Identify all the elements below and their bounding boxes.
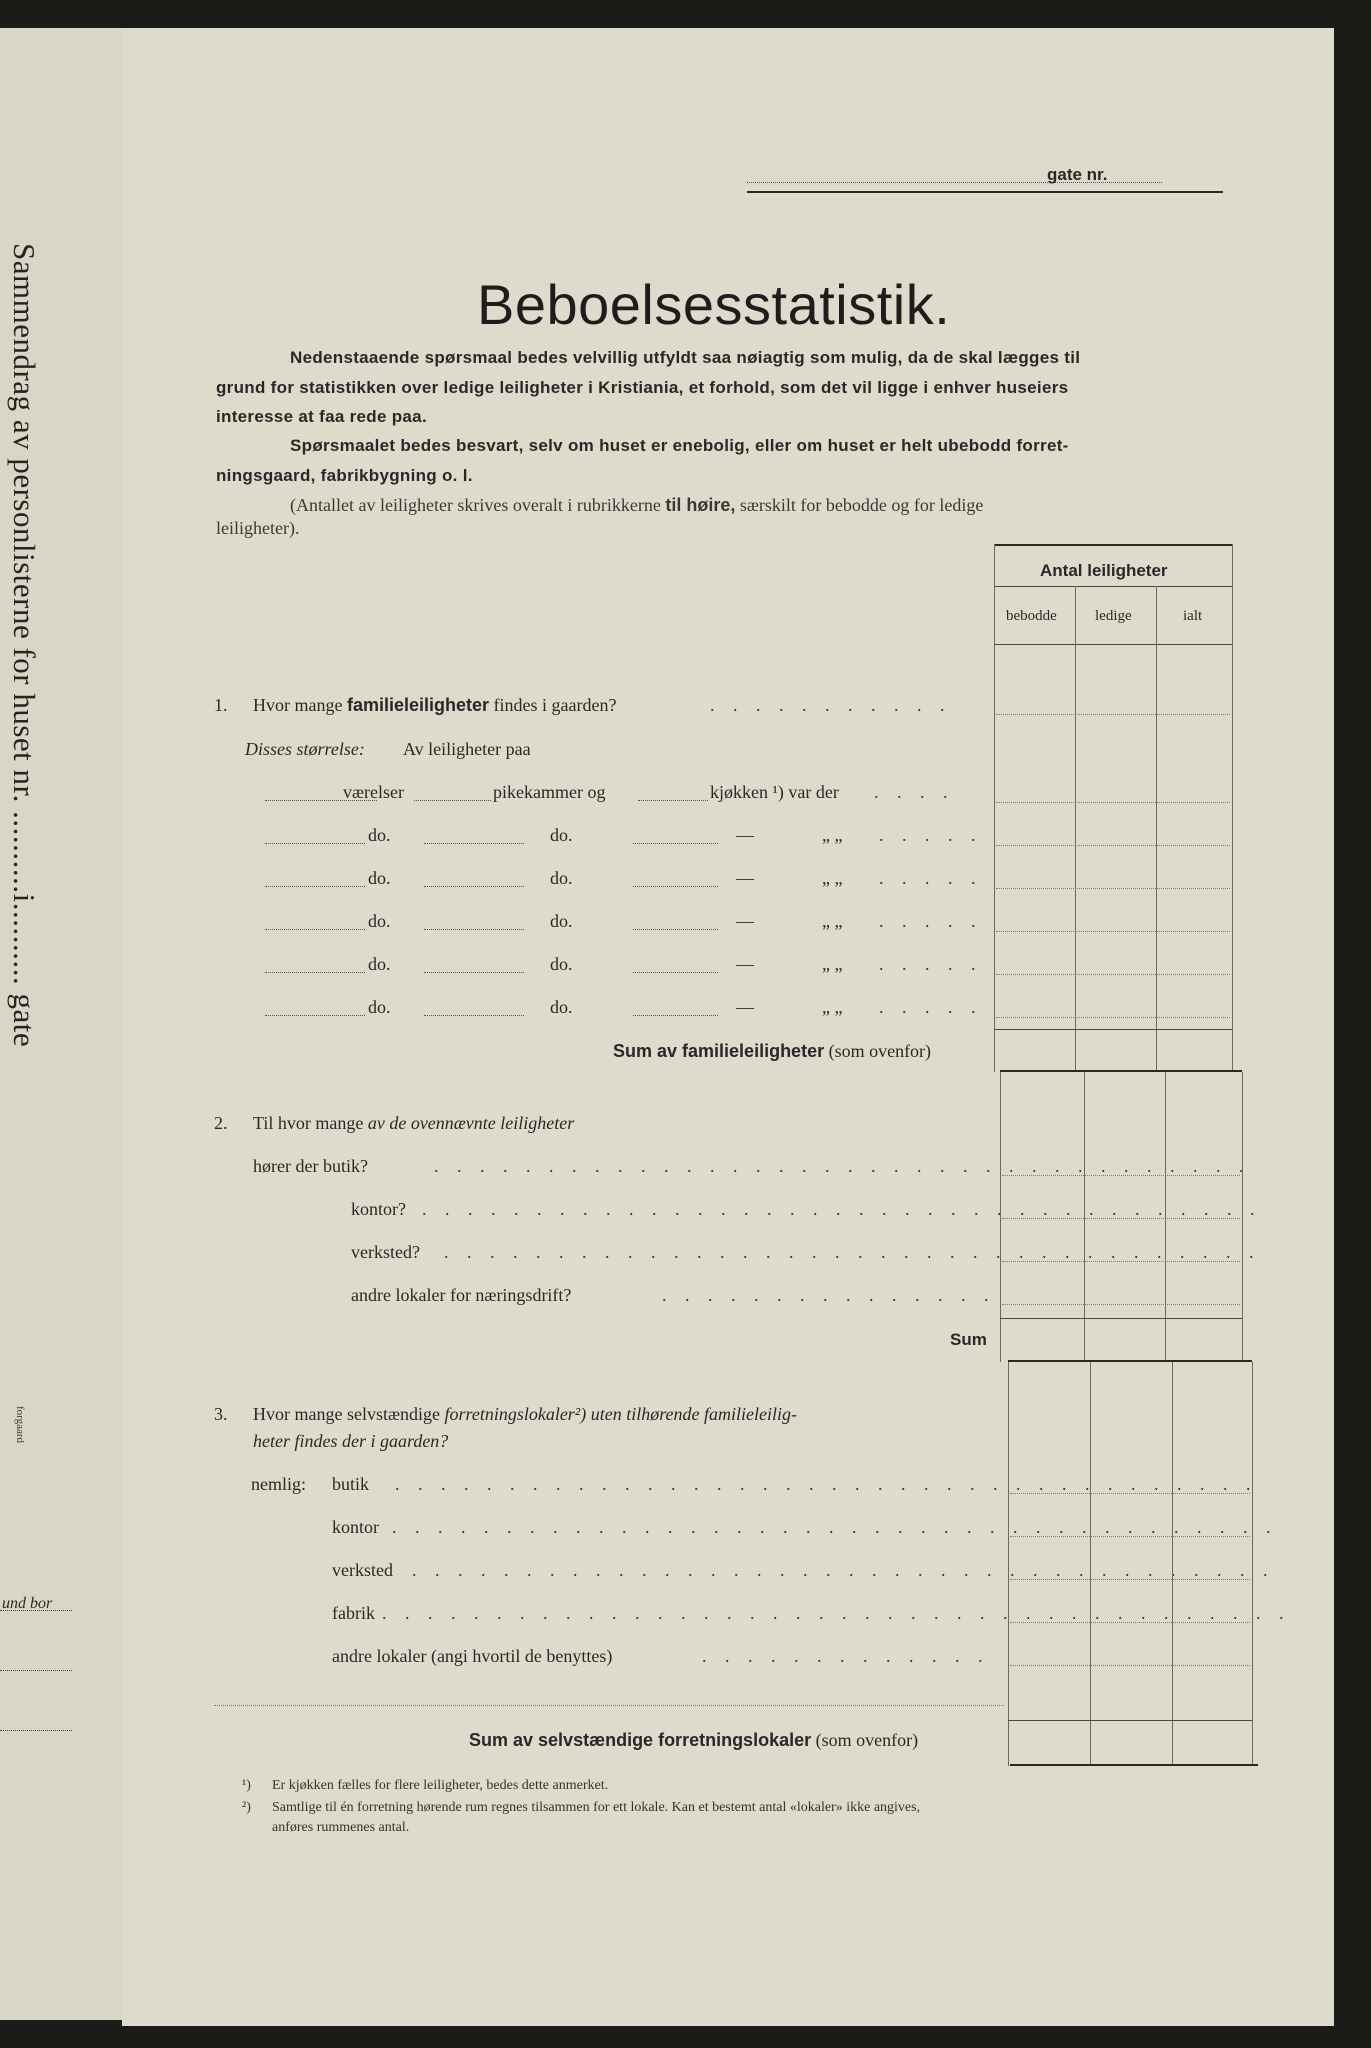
q3-fabrik: fabrik bbox=[332, 1603, 375, 1623]
col-rule bbox=[1008, 1362, 1009, 1766]
answer-row[interactable] bbox=[1002, 1261, 1240, 1262]
leader-dots: . . . . . . . . . . . . . . . . . . . . . . . . . . . . . . . . . . . . . . bbox=[395, 1474, 1258, 1494]
leader-dots: . . . . . bbox=[879, 911, 983, 931]
leader-dots: . . . . . . . . . . . . . . . . . . . . . . . . . . . . . . . . . . . . . . . . bbox=[382, 1603, 1291, 1623]
do-label: do. bbox=[550, 868, 573, 888]
col-bebodde: bebodde bbox=[1006, 608, 1057, 624]
q2-verksted: verksted? bbox=[351, 1242, 420, 1262]
col-rule bbox=[1252, 1362, 1253, 1766]
leader-dots: . . . . . . . . . . . . . bbox=[702, 1646, 990, 1666]
do-label: do. bbox=[368, 911, 391, 931]
answer-row[interactable] bbox=[996, 931, 1230, 932]
q1-sum bbox=[613, 1041, 931, 1062]
leader-dots: . . . . . . . . . . . . . . . . . . . . . . . . . . . . . . . . . . . . bbox=[444, 1242, 1261, 1262]
page-title: Beboelsesstatistik. bbox=[477, 273, 951, 336]
intro-paren-b: til høire, bbox=[665, 495, 736, 515]
answer-row[interactable] bbox=[996, 845, 1230, 846]
do-label: do. bbox=[368, 997, 391, 1017]
q3-nemlig: nemlig: bbox=[251, 1474, 306, 1494]
previous-page-strip bbox=[0, 28, 124, 2020]
size-field[interactable] bbox=[633, 929, 718, 930]
do-label: do. bbox=[550, 911, 573, 931]
leader-dots: . . . . bbox=[874, 782, 955, 802]
leader-dots: . . . . . . . . . . . . . . . . . . . . . . . . . . . . . . . . . . . . . bbox=[422, 1199, 1262, 1219]
pike-field[interactable] bbox=[414, 800, 491, 801]
leader-dots: . . . . . . . . . . . . . . . bbox=[662, 1285, 996, 1305]
col-ledige: ledige bbox=[1095, 608, 1132, 624]
sum-rule-top bbox=[1008, 1720, 1252, 1721]
dash: — bbox=[736, 825, 754, 845]
q1-size-label: Disses størrelse: bbox=[245, 739, 365, 759]
answer-row[interactable] bbox=[1010, 1493, 1250, 1494]
q2-sum-label: Sum bbox=[950, 1330, 987, 1349]
q2-andre: andre lokaler for næringsdrift? bbox=[351, 1285, 572, 1305]
sum-rule-top bbox=[994, 1029, 1232, 1030]
q1-text-a: Hvor mange bbox=[253, 695, 343, 715]
gate-nr-label: gate nr. bbox=[1047, 165, 1108, 184]
q1-size-text: Av leiligheter paa bbox=[403, 739, 531, 759]
answer-row[interactable] bbox=[996, 888, 1230, 889]
footnote-1-mark: ¹) bbox=[242, 1778, 251, 1793]
answer-row[interactable] bbox=[996, 714, 1230, 715]
gate-nr-rule bbox=[747, 191, 1223, 193]
intro-line: grund for statistikken over ledige leiligheter i Kristiania, et forhold, som det vil ligge i enhver huseiers bbox=[216, 378, 1069, 397]
do-label: do. bbox=[368, 825, 391, 845]
leader-dots: . . . . . bbox=[879, 825, 983, 845]
answer-row[interactable] bbox=[1010, 1665, 1250, 1666]
intro-line: interesse at faa rede paa. bbox=[216, 407, 427, 426]
q3-verksted: verksted bbox=[332, 1560, 393, 1580]
col-rule bbox=[1242, 1072, 1243, 1362]
leader-dots: . . . . . . . . . . . . . . . . . . . . . . . . . . . . . . . . . . . . . . . bbox=[392, 1517, 1278, 1537]
size-field[interactable] bbox=[265, 1015, 365, 1016]
q1-sum-label: Sum av familieleiligheter bbox=[613, 1041, 825, 1061]
col-rule bbox=[994, 544, 995, 1072]
leader-dots: . . . . . bbox=[879, 954, 983, 974]
sum-rule-bottom bbox=[1008, 1360, 1252, 1362]
q3-sum bbox=[469, 1730, 918, 1751]
sum-rule-top bbox=[1000, 1318, 1242, 1319]
ditto: „ „ bbox=[822, 868, 843, 888]
size-field[interactable] bbox=[633, 972, 718, 973]
sum-rule-bottom bbox=[1000, 1070, 1242, 1072]
q3-number: 3. bbox=[214, 1404, 228, 1424]
do-label: do. bbox=[550, 825, 573, 845]
leader-dots: . . . . . . . . . . . . . . . . . . . . . . . . . . . . . . . . . . . . . . bbox=[412, 1560, 1275, 1580]
ditto: „ „ bbox=[822, 997, 843, 1017]
size-field[interactable] bbox=[424, 1015, 524, 1016]
size-field[interactable] bbox=[424, 886, 524, 887]
col-rule bbox=[1172, 1362, 1173, 1766]
footnote-2-mark: ²) bbox=[242, 1800, 251, 1815]
size-field[interactable] bbox=[633, 1015, 718, 1016]
footnote-1: Er kjøkken fælles for flere leiligheter, bedes dette anmerket. bbox=[272, 1778, 609, 1793]
intro-paren-a: (Antallet av leiligheter skrives overalt i rubrikkerne bbox=[290, 495, 661, 515]
footnote-2-line-2: anføres rummenes antal. bbox=[272, 1820, 410, 1835]
do-label: do. bbox=[368, 954, 391, 974]
ditto: „ „ bbox=[822, 825, 843, 845]
answer-row[interactable] bbox=[1002, 1304, 1240, 1305]
dash: — bbox=[736, 997, 754, 1017]
q1-number: 1. bbox=[214, 695, 228, 715]
leader-dots: . . . . . bbox=[879, 997, 983, 1017]
col-rule bbox=[1156, 586, 1157, 1072]
q1-text-c: findes i gaarden? bbox=[493, 695, 617, 715]
footnote-2-line-1: Samtlige til én forretning hørende rum regnes tilsammen for ett lokale. Kan et bestemt antal «lokaler» ikke angives, bbox=[272, 1800, 921, 1815]
answer-row[interactable] bbox=[1010, 1622, 1250, 1623]
leader-dots: . . . . . . . . . . . bbox=[710, 695, 952, 715]
left-dotted-line bbox=[0, 1610, 72, 1611]
q3-text-d: heter findes der i gaarden? bbox=[253, 1431, 449, 1451]
q3-sum-label: Sum av selvstændige forretningslokaler bbox=[469, 1730, 812, 1750]
answer-row[interactable] bbox=[996, 802, 1230, 803]
size-field[interactable] bbox=[633, 886, 718, 887]
do-label: do. bbox=[550, 997, 573, 1017]
dash: — bbox=[736, 954, 754, 974]
pike-label: pikekammer og bbox=[493, 782, 606, 802]
spine-forgaard: forgaard bbox=[14, 1406, 26, 1444]
do-label: do. bbox=[550, 954, 573, 974]
q2-text-a: Til hvor mange bbox=[253, 1113, 364, 1133]
answer-row[interactable] bbox=[996, 1017, 1230, 1018]
intro-paren-c: særskilt for bebodde og for ledige bbox=[739, 495, 984, 515]
table-header-bottom-rule bbox=[994, 644, 1232, 645]
q2-text-b: av de ovennævnte leiligheter bbox=[367, 1113, 575, 1133]
table-subheader-rule bbox=[994, 586, 1232, 587]
q3-text-a: Hvor mange selvstændige bbox=[253, 1404, 440, 1424]
q3-text-b: forretningslokaler²) bbox=[444, 1404, 587, 1424]
size-field[interactable] bbox=[265, 929, 365, 930]
dash: — bbox=[736, 868, 754, 888]
spine-heading: Sammendrag av personlisterne for huset nr. ..........i.......... gate bbox=[7, 243, 42, 1048]
table-top-rule bbox=[994, 544, 1232, 546]
left-dotted-line bbox=[0, 1670, 72, 1671]
size-field[interactable] bbox=[265, 972, 365, 973]
q2-kontor: kontor? bbox=[351, 1199, 406, 1219]
size-field[interactable] bbox=[424, 972, 524, 973]
extra-line[interactable] bbox=[214, 1705, 1004, 1706]
size-field[interactable] bbox=[265, 843, 365, 844]
answer-row[interactable] bbox=[1002, 1218, 1240, 1219]
col-rule bbox=[1075, 586, 1076, 1072]
table-header-title: Antal leiligheter bbox=[1040, 561, 1168, 580]
ditto: „ „ bbox=[822, 911, 843, 931]
col-ialt: ialt bbox=[1183, 608, 1203, 624]
left-dotted-line bbox=[0, 1730, 72, 1731]
dash: — bbox=[736, 911, 754, 931]
kitchen-label: kjøkken ¹) var der bbox=[710, 782, 839, 802]
rooms-label: værelser bbox=[343, 782, 404, 802]
col-rule bbox=[1090, 1362, 1091, 1766]
intro-paren bbox=[290, 495, 983, 516]
col-rule bbox=[1232, 544, 1233, 1072]
q1-question bbox=[253, 695, 617, 716]
leader-dots: . . . . . bbox=[879, 868, 983, 888]
q3-kontor: kontor bbox=[332, 1517, 379, 1537]
q3-question bbox=[253, 1404, 797, 1425]
size-field[interactable] bbox=[265, 886, 365, 887]
intro-line: ningsgaard, fabrikbygning o. l. bbox=[216, 466, 473, 485]
q2-number: 2. bbox=[214, 1113, 228, 1133]
answer-row[interactable] bbox=[1002, 1175, 1240, 1176]
ditto: „ „ bbox=[822, 954, 843, 974]
q3-andre: andre lokaler (angi hvortil de benyttes) bbox=[332, 1646, 613, 1666]
answer-row[interactable] bbox=[1010, 1579, 1250, 1580]
intro-line: Spørsmaalet bedes besvart, selv om huset er enebolig, eller om huset er helt ubebodd forret- bbox=[290, 436, 1069, 455]
do-label: do. bbox=[368, 868, 391, 888]
sum-rule-bottom bbox=[1010, 1764, 1258, 1766]
q1-text-b: familieleiligheter bbox=[346, 695, 490, 715]
q3-text-c: uten tilhørende familieleilig- bbox=[590, 1404, 797, 1424]
intro-line: Nedenstaaende spørsmaal bedes velvillig utfyldt saa nøiagtig som mulig, da de skal lægges til bbox=[290, 348, 1081, 367]
q1-sum-suffix: (som ovenfor) bbox=[828, 1041, 932, 1061]
intro-paren-end: leiligheter). bbox=[216, 518, 300, 538]
q3-sum-suffix: (som ovenfor) bbox=[815, 1730, 919, 1750]
q2-butik: hører der butik? bbox=[253, 1156, 368, 1176]
q3-butik: butik bbox=[332, 1474, 370, 1494]
size-field[interactable] bbox=[424, 843, 524, 844]
spine-und-bor: und bor bbox=[2, 1595, 53, 1612]
leader-dots: . . . . . . . . . . . . . . . . . . . . . . . . . . . . . . . . . . . . bbox=[434, 1156, 1251, 1176]
kitchen-field[interactable] bbox=[638, 800, 708, 801]
q2-question bbox=[253, 1113, 574, 1134]
size-field[interactable] bbox=[633, 843, 718, 844]
answer-row[interactable] bbox=[1010, 1536, 1250, 1537]
size-field[interactable] bbox=[424, 929, 524, 930]
answer-row[interactable] bbox=[996, 974, 1230, 975]
form-page bbox=[122, 28, 1334, 2026]
